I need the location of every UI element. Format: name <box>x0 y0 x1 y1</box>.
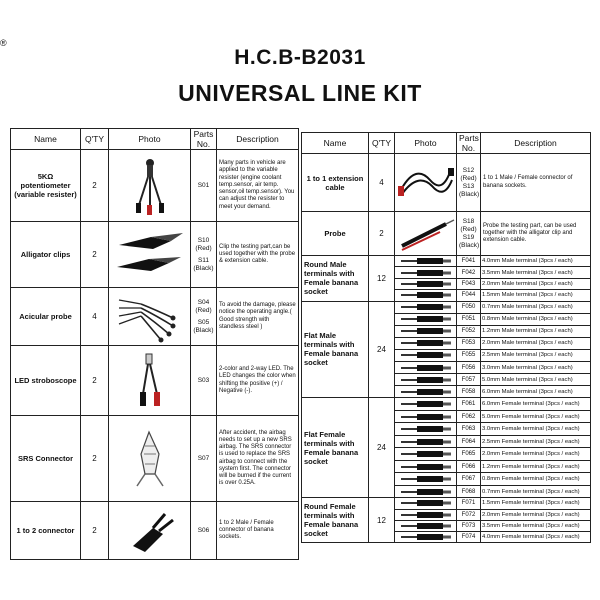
table-row <box>11 288 299 346</box>
terminal-code: F051 <box>457 313 481 325</box>
product-name-title: UNIVERSAL LINE KIT <box>178 80 422 106</box>
terminal-group-name: Round Male terminals with Female banana socket <box>302 256 369 302</box>
table-row <box>11 346 299 416</box>
col-description-header: Description <box>481 133 591 154</box>
item-photo <box>395 154 457 212</box>
right-parts-table <box>301 132 591 543</box>
extension-cable-icon <box>396 158 456 208</box>
terminal-description: 2.5mm Male terminal (3pcs / each) <box>481 349 591 361</box>
part-code: S06 <box>197 526 210 534</box>
acicular-probe-icon <box>111 290 189 344</box>
terminal-icon <box>397 488 455 496</box>
part-color: (Black) <box>459 190 480 198</box>
terminal-photo <box>395 485 457 498</box>
item-photo <box>109 346 191 416</box>
terminal-group-qty: 12 <box>369 498 395 543</box>
terminal-photo <box>395 435 457 448</box>
terminal-description: 1.2mm Male terminal (3pcs / each) <box>481 325 591 337</box>
terminal-group-qty: 24 <box>369 398 395 498</box>
terminal-icon <box>397 376 455 384</box>
terminal-code: F042 <box>457 267 481 278</box>
part-code: S04 <box>197 298 210 306</box>
terminal-description: 1.5mm Male terminal (3pcs / each) <box>481 290 591 301</box>
col-photo-header: Photo <box>109 129 191 150</box>
terminal-photo <box>395 337 457 349</box>
col-qty-header: Q'TY <box>369 133 395 154</box>
terminal-photo <box>395 448 457 461</box>
terminal-group-name: Flat Male terminals with Female banana socket <box>302 301 369 398</box>
table-row <box>11 150 299 222</box>
terminal-description: 2.0mm Male terminal (3pcs / each) <box>481 337 591 349</box>
part-color: (Red) <box>195 306 212 314</box>
col-parts-header: Parts No. <box>191 129 217 150</box>
col-name-header: Name <box>302 133 369 154</box>
part-code: S10 <box>197 236 210 244</box>
terminal-code: F058 <box>457 386 481 398</box>
part-code: S13 <box>462 182 475 190</box>
terminal-code: F071 <box>457 498 481 509</box>
item-name: 1 to 1 extension cable <box>302 154 369 212</box>
terminal-code: F073 <box>457 520 481 531</box>
col-parts-header: Parts No. <box>457 133 481 154</box>
terminal-description: 2.0mm Female terminal (3pcs / each) <box>481 509 591 520</box>
terminal-photo <box>395 349 457 361</box>
terminal-photo <box>395 531 457 542</box>
terminal-photo <box>395 509 457 520</box>
terminal-icon <box>397 438 455 446</box>
terminal-icon <box>397 400 455 408</box>
terminal-code: F065 <box>457 448 481 461</box>
col-name-header: Name <box>11 129 81 150</box>
terminal-photo <box>395 374 457 386</box>
terminal-icon <box>397 522 455 530</box>
terminal-code: F062 <box>457 410 481 423</box>
potentiometer-icon <box>115 155 185 217</box>
item-qty: 2 <box>369 212 395 256</box>
terminal-icon <box>397 511 455 519</box>
terminal-code: F044 <box>457 290 481 301</box>
led-stroboscope-icon <box>115 350 185 412</box>
registered-mark: ® <box>0 38 7 48</box>
terminal-row <box>302 256 591 267</box>
terminal-icon <box>397 475 455 483</box>
terminal-description: 2.0mm Male terminal (3pcs / each) <box>481 278 591 289</box>
item-photo <box>109 416 191 502</box>
terminal-code: F057 <box>457 374 481 386</box>
terminal-icon <box>397 339 455 347</box>
terminal-description: 0.7mm Male terminal (3pcs / each) <box>481 301 591 313</box>
table-row <box>302 154 591 212</box>
item-qty: 2 <box>81 150 109 222</box>
terminal-code: F055 <box>457 349 481 361</box>
item-photo <box>109 150 191 222</box>
terminal-icon <box>397 450 455 458</box>
part-color: (Black) <box>459 241 480 249</box>
terminal-row <box>302 498 591 509</box>
terminal-code: F064 <box>457 435 481 448</box>
item-name: 5KΩ potentiometer (variable resister) <box>11 150 81 222</box>
terminal-icon <box>397 388 455 396</box>
srs-connector-icon <box>115 424 185 494</box>
item-parts-no <box>191 416 217 502</box>
terminal-icon <box>397 463 455 471</box>
terminal-icon <box>397 351 455 359</box>
item-parts-no <box>191 346 217 416</box>
part-code: S03 <box>197 376 210 384</box>
terminal-icon <box>397 327 455 335</box>
table-row <box>11 502 299 560</box>
terminal-icon <box>397 257 455 265</box>
item-description: Probe the testing part, can be used together with the alligator clip and extension cable. <box>481 212 591 256</box>
item-description: Many parts in vehicle are applied to the variable resister (engine coolant temp.sensor, air temp. sensor,oil temp.sensor). You can adjust the resister to meet your demand. <box>217 150 299 222</box>
terminal-photo <box>395 398 457 411</box>
terminal-description: 0.8mm Female terminal (3pcs / each) <box>481 473 591 486</box>
item-name: Alligator clips <box>11 222 81 288</box>
split-connector-icon <box>115 506 185 556</box>
terminal-row <box>302 301 591 313</box>
terminal-icon <box>397 280 455 288</box>
terminal-code: F074 <box>457 531 481 542</box>
right-table-header <box>302 133 591 154</box>
terminal-group-qty: 24 <box>369 301 395 398</box>
terminal-photo <box>395 498 457 509</box>
left-parts-table <box>10 128 299 560</box>
item-name: SRS Connector <box>11 416 81 502</box>
col-description-header: Description <box>217 129 299 150</box>
item-description: 2-color and 2-way LED. The LED changes the color when shifting the positive (+) / Negative (-). <box>217 346 299 416</box>
item-photo <box>109 502 191 560</box>
terminal-code: F068 <box>457 485 481 498</box>
item-name: Acicular probe <box>11 288 81 346</box>
item-qty: 4 <box>369 154 395 212</box>
item-description: Clip the testing part,can be used together with the probe & extension cable. <box>217 222 299 288</box>
terminal-photo <box>395 520 457 531</box>
terminal-icon <box>397 269 455 277</box>
terminal-description: 5.0mm Male terminal (3pcs / each) <box>481 374 591 386</box>
terminal-code: F072 <box>457 509 481 520</box>
terminal-photo <box>395 473 457 486</box>
terminal-code: F066 <box>457 460 481 473</box>
item-qty: 2 <box>81 346 109 416</box>
part-code: S11 <box>197 256 210 264</box>
item-parts-no <box>191 222 217 288</box>
terminal-code: F052 <box>457 325 481 337</box>
item-photo <box>109 288 191 346</box>
part-color: (Black) <box>193 264 214 272</box>
terminal-photo <box>395 278 457 289</box>
part-code: S19 <box>462 233 475 241</box>
item-photo <box>395 212 457 256</box>
part-color: (Red) <box>195 244 212 252</box>
terminal-photo <box>395 410 457 423</box>
part-color: (Black) <box>193 326 214 334</box>
terminal-description: 3.5mm Male terminal (3pcs / each) <box>481 267 591 278</box>
terminal-icon <box>397 533 455 541</box>
item-qty: 2 <box>81 416 109 502</box>
part-color: (Red) <box>460 225 477 233</box>
terminal-photo <box>395 256 457 267</box>
item-parts-no <box>191 502 217 560</box>
terminal-icon <box>397 499 455 507</box>
item-description: After accident, the airbag needs to set up a new SRS airbag. The SRS connector is used to replace the SRS airbag to connect with the system first. The connector will be burned if the current is over 0.25A. <box>217 416 299 502</box>
terminal-code: F053 <box>457 337 481 349</box>
terminal-group-name: Round Female terminals with Female banana socket <box>302 498 369 543</box>
part-code: S01 <box>197 181 210 189</box>
terminal-photo <box>395 313 457 325</box>
item-parts-no <box>457 212 481 256</box>
terminal-code: F056 <box>457 362 481 374</box>
terminal-description: 1.2mm Female terminal (3pcs / each) <box>481 460 591 473</box>
terminal-description: 4.0mm Male terminal (3pcs / each) <box>481 256 591 267</box>
terminal-rows <box>302 256 591 543</box>
terminal-photo <box>395 325 457 337</box>
terminal-description: 1.5mm Female terminal (3pcs / each) <box>481 498 591 509</box>
terminal-photo <box>395 423 457 436</box>
terminal-description: 6.0mm Female terminal (3pcs / each) <box>481 398 591 411</box>
item-name: 1 to 2 connector <box>11 502 81 560</box>
item-name: LED stroboscope <box>11 346 81 416</box>
part-code: S12 <box>462 166 475 174</box>
item-name: Probe <box>302 212 369 256</box>
terminal-photo <box>395 290 457 301</box>
item-parts-no <box>457 154 481 212</box>
part-code: S07 <box>197 454 210 462</box>
terminal-icon <box>397 364 455 372</box>
alligator-clip-icon <box>111 227 189 283</box>
terminal-description: 3.5mm Female terminal (3pcs / each) <box>481 520 591 531</box>
terminal-icon <box>397 413 455 421</box>
terminal-photo <box>395 386 457 398</box>
table-row <box>11 222 299 288</box>
item-qty: 4 <box>81 288 109 346</box>
terminal-icon <box>397 291 455 299</box>
terminal-description: 5.0mm Female terminal (3pcs / each) <box>481 410 591 423</box>
terminal-photo <box>395 301 457 313</box>
left-table-header <box>11 129 299 150</box>
terminal-description: 6.0mm Male terminal (3pcs / each) <box>481 386 591 398</box>
col-qty-header: Q'TY <box>81 129 109 150</box>
terminal-description: 3.0mm Female terminal (3pcs / each) <box>481 423 591 436</box>
terminal-icon <box>397 303 455 311</box>
part-code: S18 <box>462 217 475 225</box>
terminal-photo <box>395 362 457 374</box>
col-photo-header: Photo <box>395 133 457 154</box>
probe-icon <box>396 214 456 254</box>
item-description: To avoid the damage, please notice the operating angle.( Good strength with standless steel ) <box>217 288 299 346</box>
item-photo <box>109 222 191 288</box>
terminal-photo <box>395 267 457 278</box>
product-code-title: H.C.B-B2031 <box>234 46 366 69</box>
terminal-group-qty: 12 <box>369 256 395 302</box>
terminal-code: F041 <box>457 256 481 267</box>
terminal-code: F063 <box>457 423 481 436</box>
item-description: 1 to 1 Male / Female connector of banana sockets. <box>481 154 591 212</box>
item-qty: 2 <box>81 502 109 560</box>
item-qty: 2 <box>81 222 109 288</box>
terminal-photo <box>395 460 457 473</box>
terminal-row <box>302 398 591 411</box>
terminal-description: 2.0mm Female terminal (3pcs / each) <box>481 448 591 461</box>
terminal-description: 4.0mm Female terminal (3pcs / each) <box>481 531 591 542</box>
terminal-description: 2.5mm Female terminal (3pcs / each) <box>481 435 591 448</box>
terminal-code: F050 <box>457 301 481 313</box>
terminal-code: F043 <box>457 278 481 289</box>
item-parts-no <box>191 288 217 346</box>
terminal-code: F067 <box>457 473 481 486</box>
terminal-group-name: Flat Female terminals with Female banana socket <box>302 398 369 498</box>
item-parts-no <box>191 150 217 222</box>
terminal-icon <box>397 315 455 323</box>
terminal-description: 3.0mm Male terminal (3pcs / each) <box>481 362 591 374</box>
terminal-description: 0.8mm Male terminal (3pcs / each) <box>481 313 591 325</box>
table-row <box>11 416 299 502</box>
item-description: 1 to 2 Male / Female connector of banana sockets. <box>217 502 299 560</box>
table-row <box>302 212 591 256</box>
terminal-icon <box>397 425 455 433</box>
part-color: (Red) <box>460 174 477 182</box>
terminal-description: 0.7mm Female terminal (3pcs / each) <box>481 485 591 498</box>
terminal-code: F061 <box>457 398 481 411</box>
part-code: S05 <box>197 318 210 326</box>
